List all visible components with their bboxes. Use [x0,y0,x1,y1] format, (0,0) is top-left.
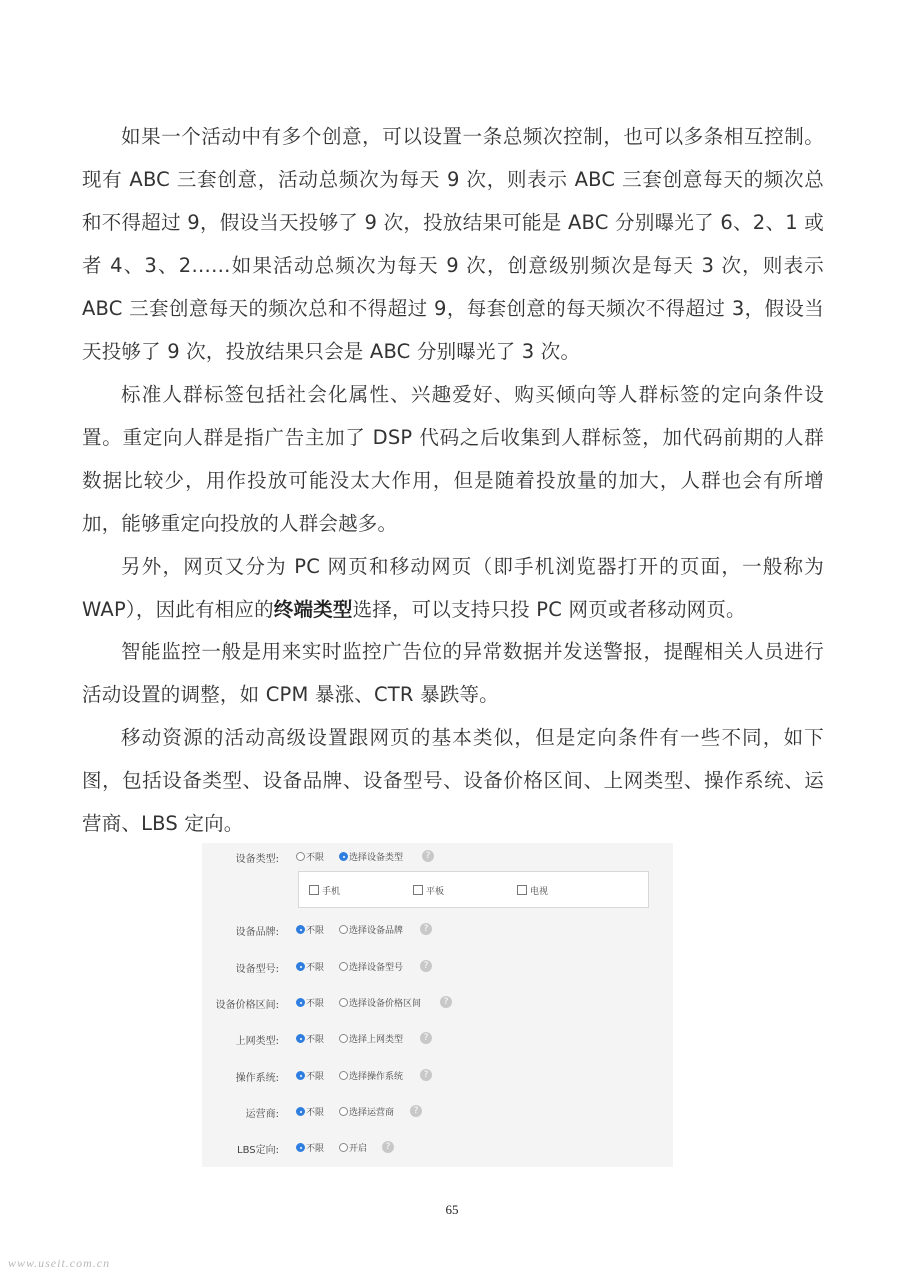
radio-label: 开启 [349,1144,368,1154]
radio-circle-icon [339,1034,348,1043]
row-carrier [202,1102,673,1122]
row-device-brand [202,920,673,940]
radio-unlimited[interactable] [296,1105,324,1118]
help-icon[interactable]: ? [420,923,432,935]
checkbox-label: 手机 [322,887,341,897]
radio-selected-icon [339,852,348,861]
radio-circle-icon [296,852,305,861]
help-icon[interactable]: ? [440,996,452,1008]
radio-circle-icon [339,1107,348,1116]
help-icon[interactable]: ? [410,1105,422,1117]
radio-unlimited[interactable] [296,1032,324,1045]
watermark: www.useit.com.cn [8,1256,111,1270]
paragraph-smart-monitoring: 智能监控一般是用来实时监控广告位的异常数据并发送警报，提醒相关人员进行活动设置的调整，如 CPM 暴涨、CTR 暴跌等。 [82,640,824,706]
paragraph-frequency-control: 如果一个活动中有多个创意，可以设置一条总频次控制，也可以多条相互控制。现有 ABC 三套创意，活动总频次为每天 9 次，则表示 ABC 三套创意每天的频次总和不得超过 9，假设当天投够了 9 次，投放结果可能是 ABC 分别曝光了 6、2、1 或者 4、3、2……如果活动总频次为每天 9 次，创意级别频次是每天 3 次，则表示 ABC 三套创意每天的频次总和不得超过 9，每套创意的每天频次不得超过 3，假设当天投够了 9 次，投放结果只会是 ABC 分别曝光了 3 次。 [82,125,824,363]
paragraph-audience-tags: 标准人群标签包括社会化属性、兴趣爱好、购买倾向等人群标签的定向条件设置。重定向人群是指广告主加了 DSP 代码之后收集到人群标签，加代码前期的人群数据比较少，用作投放可能没太大作用，但是随着投放量的加大，人群也会有所增加，能够重定向投放的人群会越多。 [82,383,824,535]
radio-selected-icon [296,925,305,934]
row-label: 设备价格区间: [215,1000,279,1011]
radio-label: 不限 [306,1108,325,1118]
radio-select-device-type[interactable] [339,850,403,863]
radio-label: 不限 [306,999,325,1009]
row-label: LBS定向: [237,1145,279,1156]
row-label: 设备型号: [235,964,279,975]
device-type-checkbox-group [298,871,649,908]
radio-selected-icon [296,1034,305,1043]
help-icon[interactable]: ? [422,850,434,862]
radio-select-network-type[interactable] [339,1032,403,1045]
row-label: 运营商: [245,1109,279,1120]
row-device-model [202,957,673,977]
radio-label: 选择设备价格区间 [349,999,422,1009]
radio-label: 选择运营商 [349,1108,395,1118]
radio-unlimited[interactable] [296,960,324,973]
checkbox-label: 电视 [530,887,549,897]
radio-label: 选择设备型号 [349,963,404,973]
radio-unlimited[interactable] [296,1069,324,1082]
row-operating-system [202,1066,673,1086]
radio-label: 选择操作系统 [349,1072,404,1082]
checkbox-phone[interactable] [309,884,340,897]
page-number: 65 [445,1202,459,1217]
checkbox-icon [517,885,527,895]
radio-enable-lbs[interactable] [339,1141,367,1154]
radio-label: 不限 [306,1035,325,1045]
radio-unlimited[interactable] [296,923,324,936]
radio-label: 选择上网类型 [349,1035,404,1045]
radio-selected-icon [296,1071,305,1080]
p3-text-after: 选择，可以支持只投 PC 网页或者移动网页。 [352,598,746,621]
help-icon[interactable]: ? [420,1069,432,1081]
radio-label: 不限 [306,853,325,863]
radio-selected-icon [296,1107,305,1116]
radio-select-brand[interactable] [339,923,403,936]
radio-selected-icon [296,1143,305,1152]
radio-circle-icon [339,998,348,1007]
checkbox-icon [413,885,423,895]
row-label: 设备品牌: [235,927,279,938]
radio-select-model[interactable] [339,960,403,973]
radio-circle-icon [339,962,348,971]
radio-label: 选择设备品牌 [349,926,404,936]
checkbox-icon [309,885,319,895]
help-icon[interactable]: ? [420,960,432,972]
radio-label: 不限 [306,926,325,936]
radio-unlimited[interactable] [296,1141,324,1154]
radio-select-os[interactable] [339,1069,403,1082]
paragraph-mobile-targeting: 移动资源的活动高级设置跟网页的基本类似，但是定向条件有一些不同，如下图，包括设备类型、设备品牌、设备型号、设备价格区间、上网类型、操作系统、运营商、LBS 定向。 [82,726,824,835]
radio-circle-icon [339,925,348,934]
radio-selected-icon [296,998,305,1007]
row-device-price-range [202,993,673,1013]
mobile-targeting-settings-figure [202,843,673,1167]
radio-label: 不限 [306,1144,325,1154]
radio-select-carrier[interactable] [339,1105,394,1118]
row-label: 设备类型: [235,854,279,865]
help-icon[interactable]: ? [420,1032,432,1044]
radio-label: 不限 [306,1072,325,1082]
row-lbs-targeting [202,1138,673,1158]
radio-label: 不限 [306,963,325,973]
checkbox-label: 平板 [426,887,445,897]
row-network-type [202,1029,673,1049]
help-icon[interactable]: ? [382,1141,394,1153]
row-device-type [202,847,673,867]
radio-circle-icon [339,1071,348,1080]
row-label: 操作系统: [235,1073,279,1084]
radio-unlimited[interactable] [296,996,324,1009]
row-label: 上网类型: [235,1036,279,1047]
radio-select-price-range[interactable] [339,996,421,1009]
checkbox-tv[interactable] [517,884,548,897]
checkbox-tablet[interactable] [413,884,444,897]
paragraph-terminal-type [82,545,824,631]
p3-text-before: 另外，网页又分为 PC 网页和移动网页（即手机浏览器打开的页面，一般称为 WAP），因此有相应的 [82,555,824,621]
radio-label: 选择设备类型 [349,853,404,863]
radio-unlimited[interactable] [296,850,324,863]
p3-bold-term: 终端类型 [273,598,353,621]
radio-circle-icon [339,1143,348,1152]
radio-selected-icon [296,962,305,971]
